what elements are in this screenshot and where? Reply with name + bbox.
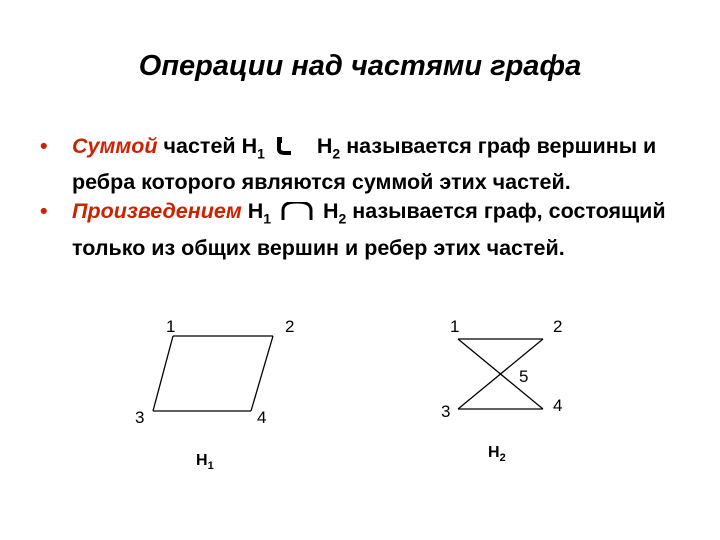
- sum-text-b: H: [310, 134, 333, 158]
- graph-h1: [135, 317, 294, 472]
- product-text-b: H: [317, 199, 339, 224]
- h1-edge-1-3: [153, 336, 173, 411]
- sum-sub-b: 2: [332, 145, 341, 162]
- h2-vertex-label: 3: [441, 402, 451, 421]
- h1-name: $H_1$: [196, 452, 214, 472]
- product-text-c: называется граф, состоящий только из общих вершин и ребер этих частей.: [72, 199, 666, 260]
- h1-vertex-label: 4: [257, 408, 267, 427]
- h1-vertex-label: 2: [285, 317, 295, 336]
- bullet-dot: •: [40, 134, 48, 158]
- product-text-a: H: [241, 199, 264, 224]
- product-sub-b: 2: [338, 210, 347, 227]
- h2-vertex-label: 2: [553, 317, 563, 336]
- sum-sub-a: 1: [257, 145, 265, 162]
- sum-text-a: частей H: [157, 134, 258, 158]
- h1-vertex-label: 3: [135, 408, 145, 427]
- h2-vertex-label: 1: [450, 317, 460, 336]
- h1-edge-2-4: [251, 336, 273, 411]
- term-product: Произведением: [72, 199, 242, 224]
- term-sum: Суммой: [72, 134, 158, 158]
- h1-vertex-label: 1: [166, 317, 176, 336]
- bullet-dot: •: [40, 199, 48, 224]
- h2-vertex-label: 5: [519, 367, 529, 386]
- graph-h2: [441, 317, 562, 464]
- h2-vertex-label: 4: [553, 396, 563, 415]
- slide-title: Операции над частями графа: [138, 50, 582, 82]
- sum-text-c: называется граф вершины и ребра которого являются суммой этих частей.: [72, 134, 657, 195]
- h2-name: $H_2$: [488, 444, 506, 464]
- product-sub-a: 1: [263, 210, 272, 227]
